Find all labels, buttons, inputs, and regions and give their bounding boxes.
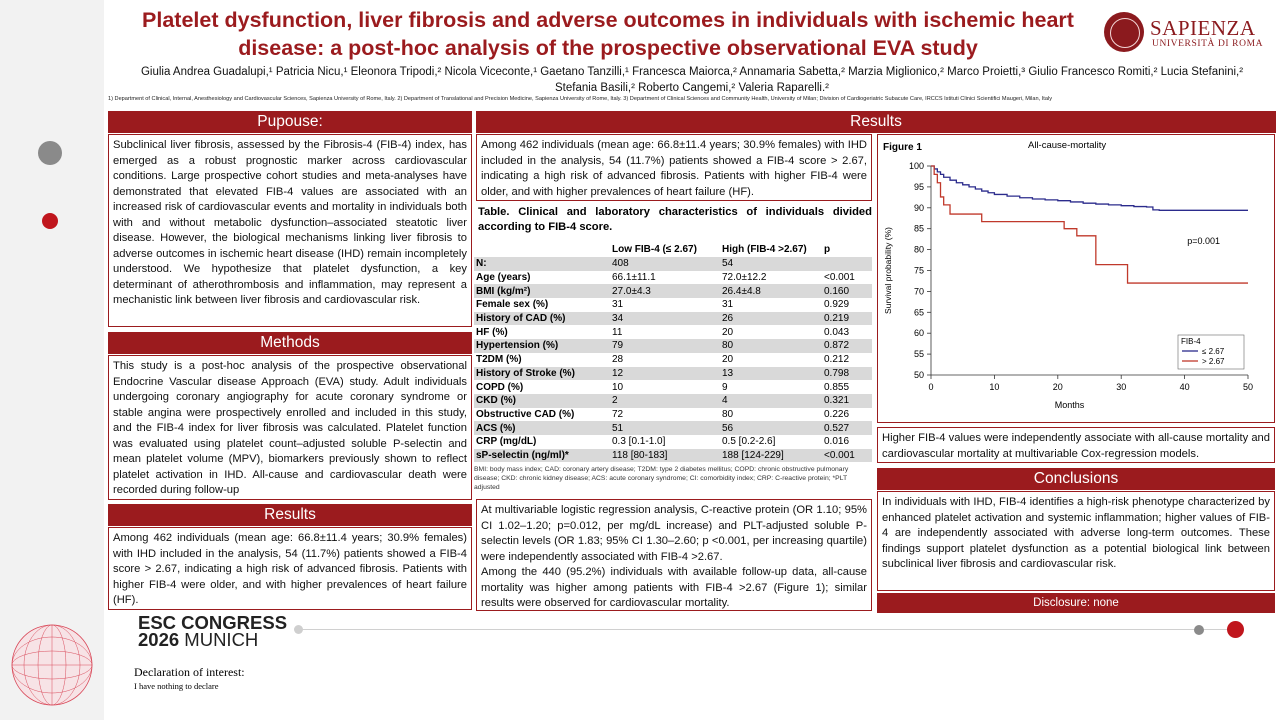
table-row xyxy=(474,408,872,422)
table-cell: HF (%) xyxy=(476,326,508,338)
table-cell: 72.0±12.2 xyxy=(722,272,767,284)
legend-entry: > 2.67 xyxy=(1202,357,1225,366)
red-dot-marker xyxy=(42,213,58,229)
table-cell: 51 xyxy=(612,422,624,434)
table-header-row xyxy=(474,241,872,257)
table-cell: Hypertension (%) xyxy=(476,340,559,352)
table-footnote: BMI: body mass index; CAD: coronary artery disease; T2DM: type 2 diabetes mellitus; COPD: chronic obstructive pulmonary disease; CKD: chronic kidney disease; ACS: acute coronary syndrome; CI: comorbidity index; CRP: C-reactive protein; *PLT adjusted xyxy=(474,466,849,491)
table-row xyxy=(474,421,872,435)
table-cell: 26.4±4.8 xyxy=(722,285,761,297)
table-row xyxy=(474,325,872,339)
followup-paragraph: Among the 440 (95.2%) individuals with available follow-up data, all-cause mortality was higher among patients with FIB-4 >2.67 (Figure 1); similar results were observed for cardiovascular mortality. xyxy=(481,566,867,609)
table-cell: 0.855 xyxy=(824,381,850,393)
table-cell: 2 xyxy=(612,395,618,407)
legend-entry: ≤ 2.67 xyxy=(1202,347,1225,356)
table-header-cell: p xyxy=(824,243,831,255)
chart-title: All-cause-mortality xyxy=(1028,140,1107,151)
table-row xyxy=(474,449,872,463)
left-sidebar-strip xyxy=(0,0,104,720)
table-header-cell: Low FIB-4 (≤ 2.67) xyxy=(612,243,697,255)
authors-line-1: Giulia Andrea Guadalupi,¹ Patricia Nicu,¹ Eleonora Tripodi,² Nicola Viceconte,¹ Gaetano Tanzilli,¹ Francesca Maiorca,² Annamaria Sabetta,² Marzia Miglionico,² Marco Proietti,³ Giulio Francesco Romiti,² Lucia Stefanini,² xyxy=(140,66,1244,78)
y-tick-label: 85 xyxy=(913,223,924,234)
congress-city: MUNICH xyxy=(184,629,259,650)
x-tick-label: 0 xyxy=(928,382,934,392)
table-cell: 31 xyxy=(612,299,624,311)
table-header-cell: High (FIB-4 >2.67) xyxy=(722,243,807,255)
x-tick-label: 40 xyxy=(1179,382,1190,392)
table-cell: T2DM (%) xyxy=(476,354,522,366)
table-row xyxy=(474,353,872,367)
table-cell: 0.798 xyxy=(824,367,850,379)
table-cell: 0.043 xyxy=(824,326,850,338)
figure-label: Figure 1 xyxy=(883,142,922,153)
table-cell: 20 xyxy=(722,326,734,338)
table-cell: CRP (mg/dL) xyxy=(476,436,537,448)
grey-dot-marker xyxy=(38,141,62,165)
table-cell: sP-selectin (ng/ml)* xyxy=(476,449,569,461)
x-tick-label: 30 xyxy=(1116,382,1127,392)
table-cell: 80 xyxy=(722,340,734,352)
y-tick-label: 75 xyxy=(913,265,924,276)
table-cell: Age (years) xyxy=(476,272,531,284)
table-row xyxy=(474,271,872,285)
sapienza-logo xyxy=(1104,12,1274,56)
y-tick-label: 50 xyxy=(913,370,924,380)
y-axis-label: Survival probability (%) xyxy=(883,227,893,314)
table-row xyxy=(474,284,872,298)
table-cell: 26 xyxy=(722,313,734,325)
table-cell: 28 xyxy=(612,354,624,366)
table-cell: 408 xyxy=(612,258,629,270)
table-cell: 0.212 xyxy=(824,354,850,366)
multivariable-paragraph: At multivariable logistic regression analysis, C-reactive protein (OR 1.10; 95% CI 1.02–1.20; p=0.012, per mg/dL increase) and PLT-adjusted soluble P-selectin levels (OR 1.83; 95% CI 1.30–2.60; p <0.001, per increasing quartile) were independently associated with FIB-4 >2.67. xyxy=(481,504,867,563)
y-tick-label: 90 xyxy=(913,202,924,213)
y-tick-label: 65 xyxy=(913,307,924,318)
survival-curve-low-fib4 xyxy=(931,166,1248,210)
table-cell: History of CAD (%) xyxy=(476,313,566,325)
table-cell: 0.321 xyxy=(824,395,850,407)
logo-name: SAPIENZA xyxy=(1150,16,1256,40)
globe-graphic xyxy=(6,605,98,715)
x-tick-label: 50 xyxy=(1242,382,1254,392)
cox-results-text: Higher FIB-4 values were independently associate with all-cause mortality and cardiovascular mortality at multivariable Cox-regression models. xyxy=(877,427,1275,463)
table-cell: BMI (kg/m²) xyxy=(476,285,531,297)
km-survival-chart xyxy=(878,135,1274,422)
methods-header: Methods xyxy=(108,332,472,354)
legend-title: FIB-4 xyxy=(1181,337,1201,346)
table-row xyxy=(474,257,872,271)
results-left-header: Results xyxy=(108,504,472,526)
table-cell: 118 [80-183] xyxy=(612,449,668,461)
affiliations: 1) Department of Clinical, Internal, Anesthesiology and Cardiovascular Sciences, Sapienza University of Rome, Italy. 2) Department of Translational and Precision Medicine, Sapienza University of Rome, Italy. 3) Department of Clinical Sciences and Community Health, University of Milan; Division of Cardiogeriatric Subacute Care, IRCCS Istituti Clinici Scientifici Maugeri, Milan, Italy xyxy=(108,96,1052,102)
table-cell: Female sex (%) xyxy=(476,299,549,311)
table-cell: History of Stroke (%) xyxy=(476,367,575,379)
table-cell: <0.001 xyxy=(824,272,855,284)
table-cell: 9 xyxy=(722,381,728,393)
y-tick-label: 80 xyxy=(913,244,924,255)
table-row xyxy=(474,380,872,394)
table-caption: Table. Clinical and laboratory characteristics of individuals divided according to FIB-4 score. xyxy=(478,206,872,233)
grey-dot-left xyxy=(294,625,303,634)
table-cell: 0.872 xyxy=(824,340,850,352)
authors-line-2: Stefania Basili,² Roberto Cangemi,² Valeria Raparelli.² xyxy=(555,82,829,94)
table-cell: 66.1±11.1 xyxy=(612,272,656,284)
purpose-text: Subclinical liver fibrosis, assessed by the Fibrosis-4 (FIB-4) index, has emerged as a robust prognostic marker across cardiovascular conditions. Large prospective cohort studies and meta-analyses have demonstrated that elevated FIB-4 values are associated with an increased risk of cardiovascular events and mortality in individuals both with and without metabolic dysfunction–associated steatotic liver disease. However, the biological mechanisms linking liver fibrosis to adverse outcomes in ischemic heart disease (IHD) remain incompletely understood. We hypothesize that platelet dysfunction, a key determinant of atherothrombosis and inflammation, may represent a mechanistic link between liver fibrosis and cardiovascular risk. xyxy=(108,134,472,327)
methods-text: This study is a post-hoc analysis of the prospective observational Endocrine Vascular disease Approach (EVA) study. Adult individuals undergoing coronary angiography for acute coronary syndrome or stable angina were prospectively enrolled and included in this study, and the FIB-4 index for liver fibrosis was calculated. Platelet function was evaluated using platelet count–adjusted soluble P-selectin and mean platelet volume (MPV), biomarkers previously shown to reflect platelet activation in IHD. All-cause and cardiovascular death were recorded during follow-up xyxy=(108,355,472,500)
table-cell: 79 xyxy=(612,340,624,352)
y-tick-label: 60 xyxy=(913,328,924,339)
table-cell: COPD (%) xyxy=(476,381,524,393)
table-row xyxy=(474,339,872,353)
table-cell: 31 xyxy=(722,299,734,311)
y-tick-label: 100 xyxy=(908,161,924,171)
table-cell: Obstructive CAD (%) xyxy=(476,408,575,420)
table-row xyxy=(474,298,872,312)
table-cell: 72 xyxy=(612,408,624,420)
table-cell: 80 xyxy=(722,408,734,420)
table-cell: 4 xyxy=(722,395,728,407)
results-main-header: Results xyxy=(476,111,1276,133)
table-cell: 0.016 xyxy=(824,436,850,448)
university-seal-icon xyxy=(1104,12,1144,52)
congress-name: ESC CONGRESS xyxy=(138,612,288,633)
declaration-title: Declaration of interest: xyxy=(134,665,245,679)
table-cell: N: xyxy=(476,258,487,270)
table-row xyxy=(474,394,872,408)
table-cell: 27.0±4.3 xyxy=(612,285,651,297)
p-value-annotation: p=0.001 xyxy=(1187,236,1221,247)
table-cell: ACS (%) xyxy=(476,422,516,434)
x-tick-label: 10 xyxy=(989,382,1000,392)
table-cell: 13 xyxy=(722,367,734,379)
table-cell: 188 [124-229] xyxy=(722,449,784,461)
table-cell: 54 xyxy=(722,258,734,270)
table-cell: 10 xyxy=(612,381,624,393)
footer-divider xyxy=(300,629,1230,630)
table-cell: CKD (%) xyxy=(476,395,516,407)
logo-subtitle: UNIVERSITÀ DI ROMA xyxy=(1152,39,1264,49)
conclusions-text: In individuals with IHD, FIB-4 identifies a high-risk phenotype characterized by enhanced platelet activation and systemic inflammation; higher values of FIB-4 are independently associated with adverse long-term outcomes. These findings support platelet dysfunction as a potential biological link between subclinical liver fibrosis and cardiovascular risk. xyxy=(877,491,1275,591)
purpose-header: Pupouse: xyxy=(108,111,472,133)
table-header-cell xyxy=(474,241,610,257)
red-dot-right xyxy=(1227,621,1244,638)
table-row xyxy=(474,435,872,449)
conclusions-header: Conclusions xyxy=(877,468,1275,490)
declaration-text: I have nothing to declare xyxy=(134,681,219,691)
y-tick-label: 95 xyxy=(913,181,924,192)
table-cell: 12 xyxy=(612,367,624,379)
figure-1-panel xyxy=(877,134,1275,423)
table-row xyxy=(474,367,872,381)
congress-logo xyxy=(138,614,287,648)
table-cell: 0.3 [0.1-1.0] xyxy=(612,436,666,448)
table-cell: 34 xyxy=(612,313,624,325)
table-cell: 0.5 [0.2-2.6] xyxy=(722,436,776,448)
y-tick-label: 55 xyxy=(913,349,924,360)
table-row xyxy=(474,312,872,326)
disclosure-bar: Disclosure: none xyxy=(877,593,1275,613)
x-axis-label: Months xyxy=(1054,400,1085,410)
table-cell: 0.219 xyxy=(824,313,850,325)
authors-block xyxy=(104,64,1280,96)
table-cell: 0.527 xyxy=(824,422,850,434)
poster-title: Platelet dysfunction, liver fibrosis and adverse outcomes in individuals with ischemic heart disease: a post-hoc analysis of the prospective observational EVA study xyxy=(142,8,1074,60)
survival-curve-high-fib4 xyxy=(931,166,1248,283)
characteristics-table xyxy=(474,241,872,462)
results-intro-text: Among 462 individuals (mean age: 66.8±11.4 years; 30.9% females) with IHD included in the analysis, 54 (11.7%) patients showed a FIB-4 score > 2.67, indicating a high risk of advanced fibrosis. Patients with higher FIB-4 were older, and with higher prevalences of heart failure (HF). xyxy=(476,134,872,201)
table-cell: 0.929 xyxy=(824,299,850,311)
results-left-text: Among 462 individuals (mean age: 66.8±11.4 years; 30.9% females) with IHD included in the analysis, 54 (11.7%) patients showed a FIB-4 score > 2.67, indicating a high risk of advanced fibrosis. Patients with higher FIB-4 were older, and with higher prevalences of heart failure (HF). xyxy=(108,527,472,610)
table-cell: 20 xyxy=(722,354,734,366)
x-tick-label: 20 xyxy=(1052,382,1063,392)
grey-dot-right xyxy=(1194,625,1204,635)
table-cell xyxy=(822,257,872,271)
multivariable-results-text xyxy=(476,499,872,611)
y-tick-label: 70 xyxy=(913,286,924,297)
congress-year: 2026 xyxy=(138,629,180,650)
table-cell: 0.226 xyxy=(824,408,850,420)
table-cell: 11 xyxy=(612,326,623,338)
table-cell: <0.001 xyxy=(824,449,855,461)
table-cell: 56 xyxy=(722,422,734,434)
table-cell: 0.160 xyxy=(824,285,850,297)
